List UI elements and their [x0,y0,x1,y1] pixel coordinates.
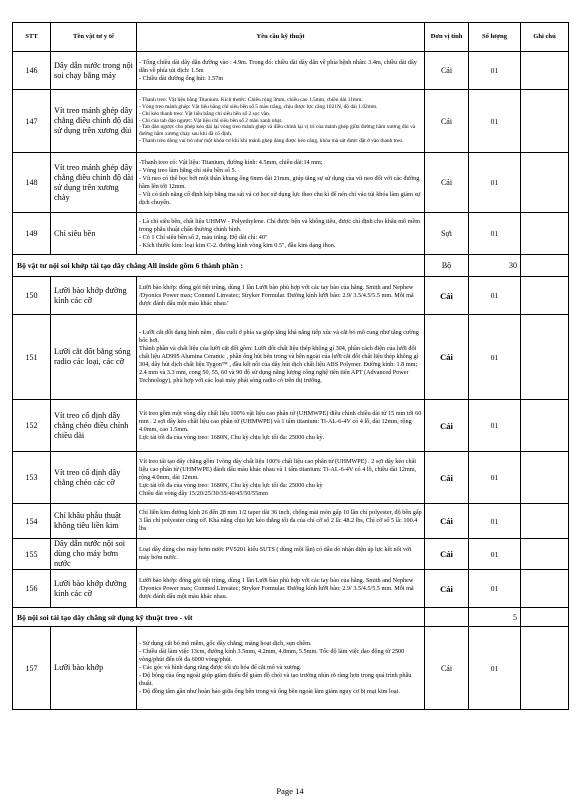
row-note [521,539,569,570]
row-requirements [137,400,425,452]
row-stt: 155 [13,539,51,570]
row-note [521,570,569,608]
row-name: Vít treo cố định dây chằng chéo điều chỉnh chiều dài [51,400,137,452]
row-name: Vít treo mảnh ghép dây chằng điều chỉnh độ dài sử dụng trên xương đùi [51,90,137,153]
table-row [13,504,569,539]
row-name: Dây dẫn nước trong nội soi chạy bằng máy [51,52,137,90]
row-requirements [137,277,425,315]
row-requirements [137,627,425,710]
header-quantity: Số lượng [469,23,521,52]
row-name: Chỉ siêu bền [51,213,137,255]
row-name: Lưỡi bào khớp đường kính các cỡ [51,570,137,608]
header-stt: STT [13,23,51,52]
row-unit: Cái [425,452,469,504]
row-stt: 157 [13,627,51,710]
requirement-line: Lưỡi bào khớp: đóng gói tiệt trùng, dùng 1 lần Lưỡi bào phù hợp với các tay bào của hãng. Smith and Nephew /Dyonics Power max; Conmed Linvatec; Stryker Formular. Đường kính lưỡi bào: 2.9/ 3.5/4.5/5.5 mm. Mỗi mã được đánh dấu một màu khác nhau.' [139,283,414,307]
requirement-line: - Kích thước kim: loại kim C-2. đường kính vòng kim 0.5", đầu kim dạng thon. [139,241,336,249]
row-unit: Cái [425,52,469,90]
document-page [12,22,568,790]
row-requirements [137,539,425,570]
requirement-line: Chỉ liền kim đường kính 26 đến 28 mm 1/2 taper dài 36 inch, chống mài mòn gấp 10 lần chỉ polyester, độ bền gấp 3 lần chỉ polyester cùng cỡ. Khả năng chịu lực kéo thắng tối đa của chỉ cỡ số 2 là: 48.2 lbs, Chỉ cỡ số 5 là: 100.4 lbs [139,509,422,532]
header-requirements: Yêu cầu kỹ thuật [137,23,425,52]
row-unit: Cái [425,315,469,400]
table-header-row [13,23,569,52]
row-requirements [137,52,425,90]
row-note [521,400,569,452]
table-row [13,570,569,608]
requirement-line: - Vít neo có thể bọc bởi một thân khung ống 6mm dài 21mm, giúp tăng sự sử dụng của vít neo đối với các đường hầm lên tới 12mm. [139,174,420,190]
header-note: Ghi chú [521,23,569,52]
row-requirements [137,315,425,400]
group-row [13,255,569,277]
row-requirements [137,213,425,255]
row-quantity: 01 [469,627,521,710]
requirement-line: - Có 1 Chỉ siêu bền số 2, màu trắng. Độ dài chỉ: 40" [139,233,268,241]
group-note [521,255,569,277]
row-unit: Cái [425,504,469,539]
row-quantity: 01 [469,452,521,504]
table-row [13,400,569,452]
row-name: Vít treo cố định dây chằng chéo các cỡ [51,452,137,504]
table-row [13,315,569,400]
row-stt: 154 [13,504,51,539]
table-row [13,90,569,153]
row-quantity: 01 [469,153,521,213]
requirement-line: - Tổng chiều dài dây dẫn đường vào : 4.9m. Trong đó: chiều dài dây dẫn về phía bệnh nhân: 3.4m, chiều dài dây dẫn về phía túi dịch: 1.5m [139,58,417,74]
row-stt: 146 [13,52,51,90]
row-quantity: 01 [469,213,521,255]
table-row [13,277,569,315]
row-unit: Cái [425,90,469,153]
row-quantity: 01 [469,277,521,315]
row-unit: Sợi [425,213,469,255]
row-stt: 149 [13,213,51,255]
row-quantity: 01 [469,90,521,153]
requirement-line: Lưỡi bào khớp: đóng gói tiệt trùng, dùng 1 lần Lưỡi bào phù hợp với các tay bào của hãng. Smith and Nephew /Dyonics Power max; Conmed Linvatec; Stryker Formular. Đường kính lưỡi bào: 2.9/ 3.5/4.5/5.5 mm. Mỗi mã được đánh dấu một màu khác nhau. [139,576,414,600]
row-stt: 153 [13,452,51,504]
row-note [521,627,569,710]
row-quantity: 01 [469,52,521,90]
group-unit [425,608,469,627]
group-title: Bộ vật tư nội soi khớp tái tạo dây chằng All inside gồm 6 thành phần : [13,255,425,277]
table-row [13,213,569,255]
group-note [521,608,569,627]
requirement-line: - Vít có tính năng cố định kép bằng ma sát và cơ học sử dụng lực theo chu kì để nén chỉ vào túi khóa làm giảm sự dịch chuyển. [139,190,421,206]
row-requirements [137,153,425,213]
row-quantity: 01 [469,504,521,539]
row-quantity: 01 [469,400,521,452]
row-name: Chỉ khâu phẫu thuật không tiêu liền kim [51,504,137,539]
group-title: Bộ nội soi tái tạo dây chằng sử dụng kỹ thuật treo - vít [13,608,425,627]
group-row [13,608,569,627]
row-note [521,452,569,504]
table-row [13,153,569,213]
row-quantity: 01 [469,315,521,400]
row-stt: 148 [13,153,51,213]
requirement-line: - Các góc và hình dạng răng được tối ưu hóa để cắt mô và xương. [139,664,302,671]
row-unit: Cái [425,400,469,452]
requirement-line: - Chỉ của tab đảo ngược: Vật liệu chỉ siêu bền số 2 màu xanh nhạt. [139,117,283,124]
page-number: Page 14 [276,786,304,796]
requirement-line: - Thanh treo: Vật liệu bằng Titanium. Kích thước: Chiều rộng 3mm, chiều cao 1.5mm, chiều dài 11mm. [139,96,363,103]
row-name: Dây dẫn nước nội soi dùng cho máy bơm nước [51,539,137,570]
row-note [521,315,569,400]
row-note [521,504,569,539]
requirement-line: - Độ bóng của ống ngoài giúp giảm thiểu để giảm độ chói và tạo trường nhìn rõ ràng hơn trong quá trình phẫu thuật. [139,672,412,687]
row-quantity: 01 [469,539,521,570]
row-note [521,277,569,315]
row-unit: Cái [425,570,469,608]
table-row [13,539,569,570]
requirement-line: - Chiều dài làm việc 13cm, đường kính 3.5mm, 4.2mm, 4.8mm, 5.5mm. Tốc độ làm việc dao động từ 2500 vòng/phút đến tối đa 6000 vòng/phút. [139,648,405,663]
row-note [521,52,569,90]
header-name: Tên vật tư y tế [51,23,137,52]
requirement-line: - Vòng treo mảnh ghép: Vật liệu bằng chỉ siêu bền số 5 màu trắng, chịu được lực căng 1021N, độ dài 1.02mm. [139,103,378,110]
row-unit: Cái [425,277,469,315]
row-stt: 156 [13,570,51,608]
table-row [13,52,569,90]
row-requirements [137,452,425,504]
row-stt: 150 [13,277,51,315]
group-quantity: 30 [469,255,521,277]
requirement-line: Vít treo gồm một vòng dây chất liệu 100% vật liệu cao phân tử (UHMWPE) điều chỉnh chiều dài từ 15 mm tới 60 mm . 2 sợi dây kéo chất liệu cao phân tử (UHMWPE) và 1 tấm titanium: Ti-AL-6-4V có 4 lỗ, dài 12mm, rộng 4.0mm, cao 1.5mm. [139,409,422,433]
row-requirements [137,570,425,608]
row-note [521,153,569,213]
row-note [521,90,569,153]
requirement-line: -Thanh treo có: Vật liệu: Titanium, đường kính: 4.5mm, chiều dài:14 mm; [139,158,323,166]
row-name: Lưỡi bào khớp [51,627,137,710]
requirement-line: Lực tải tối đa của vòng treo: 1680N, Chu kỳ chịu lực tối đa: 25000 chu kỳ. [139,433,325,441]
row-requirements [137,504,425,539]
requirement-line: Loại dây dùng cho máy bơm nước PV5201 kiểu SUTS ( dùng một lần) có dấu dò nhận diện áp lực kết nối với máy bơm nước. [139,546,412,561]
requirement-line: - Chỉ kéo thanh treo: Vật liệu bằng chỉ siêu bền số 2 sọc vằn. [139,110,271,117]
row-stt: 151 [13,315,51,400]
row-stt: 147 [13,90,51,153]
row-quantity: 01 [469,570,521,608]
equipment-table [12,22,569,710]
requirement-line: Vít treo tái tạo dây chằng gồm 1vòng dây chất liệu 100% chất liệu cao phân tử (UHMWPE) . 2 sợi dây kéo chất liệu cao phân tử (UHMWPE) đánh dấu màu khác nhau và 1 tấm titanium: Ti-AL-6-4V có 4 lỗ, chiều dài 12mm, rộng 4.0mm, dài 12mm. [139,457,417,481]
requirement-line: Chiều dài vòng dây 15/20/25/30/35/40/45/50/55mm [139,489,268,497]
requirement-line: - Chiều dài đường ống hút: 1.57m [139,74,224,82]
row-unit: Cái [425,539,469,570]
row-unit: Cái [425,153,469,213]
requirement-line: - Sử dụng cắt bỏ mô mềm, gốc dây chằng, màng hoạt dịch, sụn chêm. [139,640,312,647]
row-unit: Cái [425,627,469,710]
row-note [521,213,569,255]
row-name: Lưỡi cắt đốt bằng sóng radio các loại, các cỡ [51,315,137,400]
requirement-line: - Lưỡi cắt đốt dạng hình nêm , đầu cuối ở phía xa giúp tăng khả năng tiếp xúc và cắt bỏ mô cung như tăng cường bốc hơi. [139,329,419,344]
requirement-line: Thành phần và chất liệu của lưỡi cắt đốt gồm: Lưỡi đốt chất liệu thép không gỉ 304, phần cách điện của lưỡi đốt chất liệu AD995 Alumina Ceramic , phần ống hút bên trong và bên ngoài của lưỡi cắt đốt chất liệu thép không gỉ 304, dây hút dịch chất liệu Tygon™ , đầu kết nối của dây hút dịch chất liệu ABS Polymer. Đường kính: 1.8 mm; 2.4 mm và 3.3 mm, cong 50, 55, 60 và 90 độ sử dụng năng lượng công nghệ tiên tiến APT (Advanced Power Technology), phù hợp với các loại máy phát sóng radio có trên thị trường. [139,345,419,384]
table-row [13,452,569,504]
requirement-line: - Độ đồng tâm gần như hoàn hảo giữa ống bên trong và ống bên ngoài làm giảm nguy cơ bị mạt kim loại. [139,688,400,695]
row-name: Lưỡi bào khớp đường kính các cỡ [51,277,137,315]
group-quantity: 5 [469,608,521,627]
row-name: Vít treo mảnh ghép dây chằng điều chỉnh độ dài sử dụng trên xương chày [51,153,137,213]
requirement-line: Lực tải tối đa của vòng treo: 1680N, Chu kỳ chịu lực tối đa: 25000 chu kỳ [139,481,323,489]
table-body [13,52,569,710]
requirement-line: - Thanh treo dòng vai trò như một khóa cơ khi khi mảnh ghép đang được kéo căng, khóa mà sát được đặt ở vào thanh treo. [139,138,404,145]
row-stt: 152 [13,400,51,452]
requirement-line: - Là chỉ siêu bền, chất liệu UHMW - Polyethylene. Chỉ được bện và không tiêu, được chỉ định cho khâu mô mềm trong phẫu thuật chấn thương chỉnh hình. [139,217,421,233]
requirement-line: - Vòng treo làm bằng chỉ siêu bền số 5. [139,166,237,174]
group-unit: Bộ [425,255,469,277]
table-row [13,627,569,710]
row-requirements [137,90,425,153]
requirement-line: - Tab đảo ngược cho phép kéo dài lại vòng treo mảnh ghép và điều chỉnh lại vị trí của mảnh ghép giữa đường hầm xương đùi và đường hầm xương chày sau khi đã cố định. [139,124,416,138]
header-unit: Đơn vị tính [425,23,469,52]
